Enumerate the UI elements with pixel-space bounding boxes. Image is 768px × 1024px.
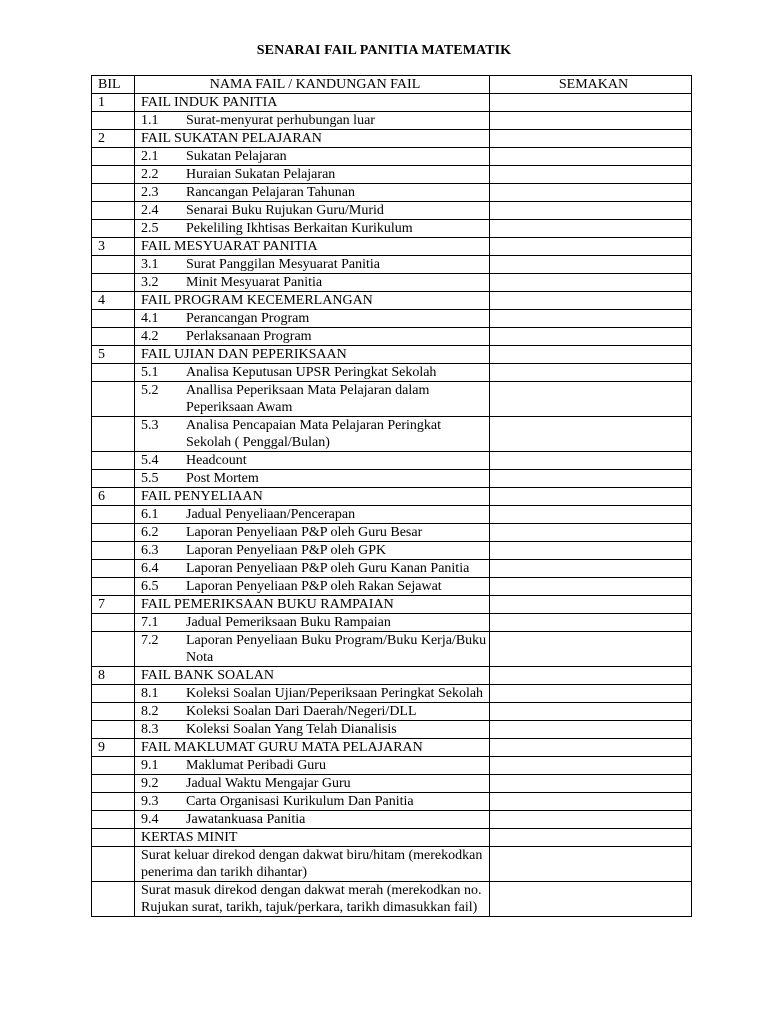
semakan-checkbox-cell[interactable] <box>490 364 692 382</box>
file-item <box>135 220 490 238</box>
file-item-content <box>141 470 489 487</box>
semakan-checkbox-cell[interactable] <box>490 112 692 130</box>
bil-cell <box>92 811 135 829</box>
item-label: Maklumat Peribadi Guru <box>186 758 326 773</box>
semakan-checkbox-cell[interactable] <box>490 847 692 882</box>
item-row <box>92 685 692 703</box>
semakan-checkbox-cell[interactable] <box>490 328 692 346</box>
bil-cell <box>92 882 135 917</box>
item-row <box>92 542 692 560</box>
bil-cell <box>92 703 135 721</box>
file-item <box>135 417 490 452</box>
item-label: Koleksi Soalan Yang Telah Dianalisis <box>186 722 397 737</box>
bil-cell: 2 <box>92 130 135 148</box>
file-item <box>135 148 490 166</box>
section-title: FAIL SUKATAN PELAJARAN <box>135 130 490 148</box>
section-title: FAIL PENYELIAAN <box>135 488 490 506</box>
item-label: Laporan Penyeliaan P&P oleh Rakan Sejawat <box>186 579 442 594</box>
item-label: Koleksi Soalan Ujian/Peperiksaan Peringkat Sekolah <box>186 686 484 701</box>
file-item <box>135 560 490 578</box>
bil-cell <box>92 364 135 382</box>
bil-cell <box>92 721 135 739</box>
bil-cell <box>92 793 135 811</box>
item-row <box>92 310 692 328</box>
bil-cell: 5 <box>92 346 135 364</box>
file-item-content <box>141 274 489 291</box>
file-item <box>135 578 490 596</box>
item-number: 1.1 <box>141 113 159 128</box>
semakan-checkbox-cell[interactable] <box>490 524 692 542</box>
file-item <box>135 614 490 632</box>
bil-cell <box>92 560 135 578</box>
section-title: FAIL INDUK PANITIA <box>135 94 490 112</box>
header-nama-fail: NAMA FAIL / KANDUNGAN FAIL <box>135 76 490 94</box>
file-item-content <box>141 382 489 416</box>
item-label: Minit Mesyuarat Panitia <box>186 275 323 290</box>
item-label: Carta Organisasi Kurikulum Dan Panitia <box>186 794 414 809</box>
semakan-checkbox-cell[interactable] <box>490 775 692 793</box>
item-number: 3.2 <box>141 275 159 290</box>
semakan-checkbox-cell[interactable] <box>490 614 692 632</box>
bil-cell: 9 <box>92 739 135 757</box>
file-item-content <box>141 112 489 129</box>
file-item <box>135 524 490 542</box>
semakan-checkbox-cell[interactable] <box>490 166 692 184</box>
file-item-content <box>141 757 489 774</box>
item-row <box>92 775 692 793</box>
item-label: Laporan Penyeliaan P&P oleh Guru Kanan Panitia <box>186 561 470 576</box>
item-label: Laporan Penyeliaan P&P oleh GPK <box>186 543 387 558</box>
item-label: Analisa Keputusan UPSR Peringkat Sekolah <box>186 365 437 380</box>
item-row <box>92 793 692 811</box>
bil-cell <box>92 506 135 524</box>
semakan-checkbox-cell[interactable] <box>490 506 692 524</box>
file-item-content <box>141 310 489 327</box>
file-item <box>135 166 490 184</box>
note-text: Surat masuk direkod dengan dakwat merah (merekodkan no. Rujukan surat, tarikh, tajuk/perkara, tarikh dimasukkan fail) <box>135 882 490 917</box>
semakan-checkbox-cell[interactable] <box>490 220 692 238</box>
file-item <box>135 470 490 488</box>
file-item <box>135 256 490 274</box>
section-title: FAIL PROGRAM KECEMERLANGAN <box>135 292 490 310</box>
item-label: Headcount <box>186 453 247 468</box>
item-label: Pekeliling Ikhtisas Berkaitan Kurikulum <box>186 221 413 236</box>
header-bil: BIL <box>92 76 135 94</box>
semakan-checkbox-cell[interactable] <box>490 739 692 757</box>
file-item <box>135 328 490 346</box>
bil-cell <box>92 256 135 274</box>
file-item-content <box>141 452 489 469</box>
section-row <box>92 739 692 757</box>
item-number: 4.1 <box>141 311 159 326</box>
item-row <box>92 166 692 184</box>
item-label: Jadual Penyeliaan/Pencerapan <box>186 507 356 522</box>
file-list-table <box>91 75 692 917</box>
item-label: Jawatankuasa Panitia <box>186 812 306 827</box>
semakan-checkbox-cell[interactable] <box>490 793 692 811</box>
file-item <box>135 757 490 775</box>
file-item <box>135 721 490 739</box>
semakan-checkbox-cell[interactable] <box>490 560 692 578</box>
item-number: 5.1 <box>141 365 159 380</box>
table-header-row <box>92 76 692 94</box>
file-item <box>135 542 490 560</box>
note-row <box>92 882 692 917</box>
bil-cell <box>92 184 135 202</box>
bil-cell <box>92 202 135 220</box>
item-number: 9.1 <box>141 758 159 773</box>
bil-cell <box>92 614 135 632</box>
file-item <box>135 632 490 667</box>
file-item-content <box>141 811 489 828</box>
file-item-content <box>141 328 489 345</box>
item-number: 9.2 <box>141 776 159 791</box>
section-row <box>92 292 692 310</box>
item-number: 6.4 <box>141 561 159 576</box>
bil-cell: 8 <box>92 667 135 685</box>
item-row <box>92 470 692 488</box>
item-row <box>92 382 692 417</box>
file-item <box>135 452 490 470</box>
item-row <box>92 703 692 721</box>
file-item-content <box>141 793 489 810</box>
item-number: 9.3 <box>141 794 159 809</box>
semakan-checkbox-cell[interactable] <box>490 542 692 560</box>
bil-cell <box>92 847 135 882</box>
file-item-content <box>141 256 489 273</box>
item-label: Laporan Penyeliaan P&P oleh Guru Besar <box>186 525 423 540</box>
item-number: 7.2 <box>141 633 159 648</box>
file-item <box>135 184 490 202</box>
file-item-content <box>141 364 489 381</box>
item-label: Surat-menyurat perhubungan luar <box>186 113 375 128</box>
item-row <box>92 757 692 775</box>
bil-cell: 6 <box>92 488 135 506</box>
bil-cell: 1 <box>92 94 135 112</box>
semakan-checkbox-cell[interactable] <box>490 685 692 703</box>
item-number: 5.5 <box>141 471 159 486</box>
item-number: 8.1 <box>141 686 159 701</box>
file-item-content <box>141 148 489 165</box>
bil-cell <box>92 112 135 130</box>
note-row <box>92 847 692 882</box>
item-number: 6.5 <box>141 579 159 594</box>
file-item-content <box>141 703 489 720</box>
item-label: Koleksi Soalan Dari Daerah/Negeri/DLL <box>186 704 417 719</box>
item-label: Post Mortem <box>186 471 259 486</box>
semakan-checkbox-cell[interactable] <box>490 829 692 847</box>
semakan-checkbox-cell[interactable] <box>490 310 692 328</box>
file-item <box>135 703 490 721</box>
item-row <box>92 578 692 596</box>
item-label: Perlaksanaan Program <box>186 329 312 344</box>
item-label: Anallisa Peperiksaan Mata Pelajaran dalam Peperiksaan Awam <box>186 383 430 415</box>
file-item <box>135 685 490 703</box>
bil-cell <box>92 382 135 417</box>
item-row <box>92 184 692 202</box>
section-row <box>92 829 692 847</box>
item-row <box>92 560 692 578</box>
bil-cell <box>92 685 135 703</box>
section-title: FAIL PEMERIKSAAN BUKU RAMPAIAN <box>135 596 490 614</box>
item-row <box>92 632 692 667</box>
semakan-checkbox-cell[interactable] <box>490 882 692 917</box>
semakan-checkbox-cell[interactable] <box>490 184 692 202</box>
header-semakan: SEMAKAN <box>490 76 692 94</box>
semakan-checkbox-cell[interactable] <box>490 94 692 112</box>
file-item-content <box>141 184 489 201</box>
item-row <box>92 220 692 238</box>
file-item-content <box>141 202 489 219</box>
item-number: 6.2 <box>141 525 159 540</box>
file-item-content <box>141 560 489 577</box>
section-row <box>92 94 692 112</box>
file-item-content <box>141 685 489 702</box>
bil-cell <box>92 470 135 488</box>
section-row <box>92 488 692 506</box>
semakan-checkbox-cell[interactable] <box>490 346 692 364</box>
item-row <box>92 452 692 470</box>
item-row <box>92 274 692 292</box>
bil-cell <box>92 220 135 238</box>
item-number: 2.3 <box>141 185 159 200</box>
semakan-checkbox-cell[interactable] <box>490 578 692 596</box>
semakan-checkbox-cell[interactable] <box>490 292 692 310</box>
section-title: FAIL MAKLUMAT GURU MATA PELAJARAN <box>135 739 490 757</box>
item-row <box>92 721 692 739</box>
file-item <box>135 775 490 793</box>
file-item <box>135 793 490 811</box>
semakan-checkbox-cell[interactable] <box>490 703 692 721</box>
semakan-checkbox-cell[interactable] <box>490 148 692 166</box>
item-row <box>92 811 692 829</box>
bil-cell: 4 <box>92 292 135 310</box>
item-number: 9.4 <box>141 812 159 827</box>
section-row <box>92 346 692 364</box>
document-title: SENARAI FAIL PANITIA MATEMATIK <box>256 43 512 58</box>
bil-cell <box>92 328 135 346</box>
semakan-checkbox-cell[interactable] <box>490 202 692 220</box>
semakan-checkbox-cell[interactable] <box>490 382 692 417</box>
bil-cell <box>92 310 135 328</box>
item-number: 3.1 <box>141 257 159 272</box>
semakan-checkbox-cell[interactable] <box>490 130 692 148</box>
item-label: Perancangan Program <box>186 311 310 326</box>
item-row <box>92 524 692 542</box>
file-item-content <box>141 632 489 666</box>
section-title: FAIL BANK SOALAN <box>135 667 490 685</box>
item-number: 5.2 <box>141 383 159 398</box>
item-number: 4.2 <box>141 329 159 344</box>
item-number: 8.2 <box>141 704 159 719</box>
semakan-checkbox-cell[interactable] <box>490 667 692 685</box>
bil-cell <box>92 542 135 560</box>
table-body <box>92 94 692 917</box>
item-row <box>92 614 692 632</box>
file-item <box>135 364 490 382</box>
item-number: 5.3 <box>141 418 159 433</box>
bil-cell <box>92 166 135 184</box>
semakan-checkbox-cell[interactable] <box>490 757 692 775</box>
item-number: 2.4 <box>141 203 159 218</box>
file-item-content <box>141 578 489 595</box>
semakan-checkbox-cell[interactable] <box>490 417 692 452</box>
file-item <box>135 310 490 328</box>
item-number: 7.1 <box>141 615 159 630</box>
bil-cell <box>92 274 135 292</box>
file-item-content <box>141 166 489 183</box>
item-label: Senarai Buku Rujukan Guru/Murid <box>186 203 384 218</box>
bil-cell: 7 <box>92 596 135 614</box>
note-text: Surat keluar direkod dengan dakwat biru/hitam (merekodkan penerima dan tarikh dihantar) <box>135 847 490 882</box>
item-number: 6.3 <box>141 543 159 558</box>
item-label: Jadual Waktu Mengajar Guru <box>186 776 351 791</box>
bil-cell <box>92 578 135 596</box>
file-item <box>135 506 490 524</box>
item-number: 2.1 <box>141 149 159 164</box>
item-label: Jadual Pemeriksaan Buku Rampaian <box>186 615 391 630</box>
bil-cell <box>92 757 135 775</box>
file-item <box>135 382 490 417</box>
bil-cell <box>92 632 135 667</box>
item-row <box>92 202 692 220</box>
bil-cell: 3 <box>92 238 135 256</box>
semakan-checkbox-cell[interactable] <box>490 596 692 614</box>
bil-cell <box>92 775 135 793</box>
item-number: 2.5 <box>141 221 159 236</box>
item-row <box>92 417 692 452</box>
item-row <box>92 112 692 130</box>
file-item <box>135 274 490 292</box>
semakan-checkbox-cell[interactable] <box>490 274 692 292</box>
semakan-checkbox-cell[interactable] <box>490 470 692 488</box>
section-row <box>92 130 692 148</box>
bil-cell <box>92 452 135 470</box>
file-item <box>135 112 490 130</box>
semakan-checkbox-cell[interactable] <box>490 238 692 256</box>
item-number: 8.3 <box>141 722 159 737</box>
item-number: 5.4 <box>141 453 159 468</box>
file-item-content <box>141 775 489 792</box>
semakan-checkbox-cell[interactable] <box>490 811 692 829</box>
item-number: 6.1 <box>141 507 159 522</box>
semakan-checkbox-cell[interactable] <box>490 256 692 274</box>
section-row <box>92 667 692 685</box>
file-item-content <box>141 542 489 559</box>
file-item <box>135 202 490 220</box>
semakan-checkbox-cell[interactable] <box>490 452 692 470</box>
item-label: Sukatan Pelajaran <box>186 149 287 164</box>
section-row <box>92 238 692 256</box>
section-title: FAIL MESYUARAT PANITIA <box>135 238 490 256</box>
bil-cell <box>92 417 135 452</box>
item-row <box>92 328 692 346</box>
section-title: FAIL UJIAN DAN PEPERIKSAAN <box>135 346 490 364</box>
file-item-content <box>141 220 489 237</box>
item-row <box>92 364 692 382</box>
bil-cell <box>92 829 135 847</box>
file-item-content <box>141 524 489 541</box>
section-title: KERTAS MINIT <box>135 829 490 847</box>
item-label: Analisa Pencapaian Mata Pelajaran Peringkat Sekolah ( Penggal/Bulan) <box>186 418 442 450</box>
item-label: Huraian Sukatan Pelajaran <box>186 167 336 182</box>
item-label: Laporan Penyeliaan Buku Program/Buku Kerja/Buku Nota <box>186 633 487 665</box>
file-item-content <box>141 506 489 523</box>
semakan-checkbox-cell[interactable] <box>490 488 692 506</box>
item-row <box>92 148 692 166</box>
item-number: 2.2 <box>141 167 159 182</box>
file-item-content <box>141 614 489 631</box>
item-row <box>92 506 692 524</box>
semakan-checkbox-cell[interactable] <box>490 632 692 667</box>
file-item-content <box>141 417 489 451</box>
file-item-content <box>141 721 489 738</box>
bil-cell <box>92 148 135 166</box>
section-row <box>92 596 692 614</box>
file-item <box>135 811 490 829</box>
item-row <box>92 256 692 274</box>
item-label: Rancangan Pelajaran Tahunan <box>186 185 356 200</box>
bil-cell <box>92 524 135 542</box>
semakan-checkbox-cell[interactable] <box>490 721 692 739</box>
item-label: Surat Panggilan Mesyuarat Panitia <box>186 257 381 272</box>
